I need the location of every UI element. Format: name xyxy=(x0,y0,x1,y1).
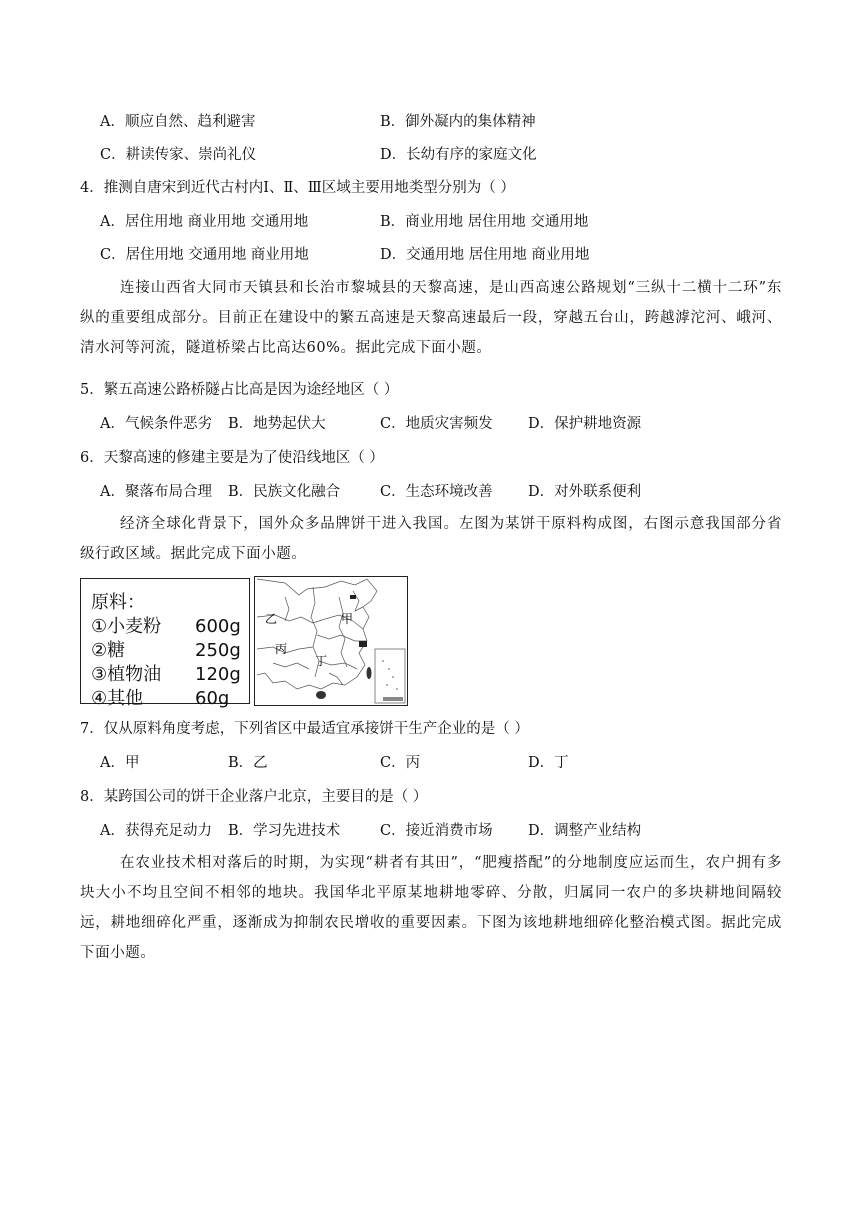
q4-stem: 4．推测自唐宋到近代古村内Ⅰ、Ⅱ、Ⅲ区域主要用地类型分别为（ ） xyxy=(80,180,515,196)
recipe-item-name: ③植物油 xyxy=(91,664,162,685)
q8-option-c: C．接近消费市场 xyxy=(380,823,493,839)
recipe-item-amount: 60g xyxy=(195,688,230,709)
province-border xyxy=(353,591,363,611)
taiwan-island xyxy=(367,667,372,679)
recipe-item-name: ①小麦粉 xyxy=(91,616,162,637)
province-border xyxy=(317,635,367,641)
q5-option-b: B．地势起伏大 xyxy=(228,416,326,432)
province-map xyxy=(255,577,407,705)
south-sea-inset xyxy=(375,649,405,703)
biscuit-recipe-figure xyxy=(80,578,250,709)
province-border xyxy=(339,597,347,667)
beijing-marker xyxy=(350,595,356,599)
recipe-item-name: ④其他 xyxy=(91,688,144,709)
map-label-yi: 乙 xyxy=(265,612,278,626)
q6-option-c: C．生态环境改善 xyxy=(380,484,493,500)
q6-option-a: A．聚落布局合理 xyxy=(100,484,212,500)
island-dot xyxy=(392,676,394,678)
recipe-item-name: ②糖 xyxy=(91,640,126,661)
q3-option-b: B．御外凝内的集体精神 xyxy=(380,114,536,130)
province-map-figure xyxy=(254,576,408,706)
q8-option-a: A．获得充足动力 xyxy=(100,823,212,839)
hainan-island xyxy=(316,691,326,699)
q4-option-b: B．商业用地 居住用地 交通用地 xyxy=(380,214,589,230)
recipe-row xyxy=(91,615,249,639)
q8-option-b: B．学习先进技术 xyxy=(228,823,341,839)
q3-option-a: A．顺应自然、趋利避害 xyxy=(100,114,256,130)
map-label-bing: 丙 xyxy=(275,642,288,656)
q5-option-c: C．地质灾害频发 xyxy=(380,416,493,432)
q5-option-a: A．气候条件恶劣 xyxy=(100,416,212,432)
map-label-jia: 甲 xyxy=(341,612,354,626)
q8-stem: 8．某跨国公司的饼干企业落户北京，主要目的是（ ） xyxy=(80,789,428,805)
q4-option-a: A．居住用地 商业用地 交通用地 xyxy=(100,214,309,230)
q6-stem: 6．天黎高速的修建主要是为了使沿线地区（ ） xyxy=(80,450,384,466)
province-border xyxy=(273,663,309,669)
island-dot xyxy=(388,668,390,670)
q7-option-a: A．甲 xyxy=(100,755,140,771)
island-dot xyxy=(382,660,384,662)
passage-highway: 连接山西省大同市天镇县和长治市黎城县的天黎高速，是山西高速公路规划“三纵十二横十二环”东纵的重要组成部分。目前正在建设中的繁五高速是天黎高速最后一段，穿越五台山，跨越滹沱河、峨河、清水河等河流，隧道桥梁占比高达60%。据此完成下面小题。 xyxy=(80,280,782,356)
q8-option-d: D．调整产业结构 xyxy=(528,823,642,839)
recipe-row xyxy=(91,663,249,687)
q4-option-c: C．居住用地 交通用地 商业用地 xyxy=(100,247,309,263)
province-border xyxy=(285,597,289,621)
passage-farmland: 在农业技术相对落后的时期，为实现“耕者有其田”，“肥瘦搭配”的分地制度应运而生，农户拥有多块大小不均且空间不相邻的地块。我国华北平原某地耕地零碎、分散，归属同一农户的多块耕地间隔较远，耕地细碎化严重，逐渐成为抑制农民增收的重要因素。下图为该地耕地细碎化整治模式图。据此完成下面小题。 xyxy=(80,855,782,961)
q5-option-d: D．保护耕地资源 xyxy=(528,416,642,432)
q7-option-b: B．乙 xyxy=(228,755,268,771)
passage-biscuit: 经济全球化背景下，国外众多品牌饼干进入我国。左图为某饼干原料构成图，右图示意我国部分省级行政区域。据此完成下面小题。 xyxy=(80,516,782,562)
recipe-title: 原料： xyxy=(91,592,145,613)
q7-stem: 7．仅从原料角度考虑，下列省区中最适宜承接饼干生产企业的是（ ） xyxy=(80,721,529,737)
recipe-row xyxy=(91,687,249,711)
recipe-row xyxy=(91,639,249,663)
q3-option-c: C．耕读传家、崇尚礼仪 xyxy=(100,147,257,163)
q3-option-d: D．长幼有序的家庭文化 xyxy=(380,147,537,163)
q7-option-d: D．丁 xyxy=(528,755,569,771)
q7-option-c: C．丙 xyxy=(380,755,421,771)
outline-border xyxy=(257,579,377,689)
recipe-item-amount: 250g xyxy=(195,640,241,661)
q5-stem: 5．繁五高速公路桥隧占比高是因为途经地区（ ） xyxy=(80,382,399,398)
island-dot xyxy=(396,688,398,690)
shanghai-marker xyxy=(359,641,367,647)
q4-option-d: D．交通用地 居住用地 商业用地 xyxy=(380,247,590,263)
map-scale-box xyxy=(383,697,403,701)
recipe-item-amount: 120g xyxy=(195,664,241,685)
island-dot xyxy=(386,684,388,686)
map-label-ding: 丁 xyxy=(315,654,328,668)
recipe-item-amount: 600g xyxy=(195,616,241,637)
q6-option-b: B．民族文化融合 xyxy=(228,484,341,500)
q6-option-d: D．对外联系便利 xyxy=(528,484,642,500)
